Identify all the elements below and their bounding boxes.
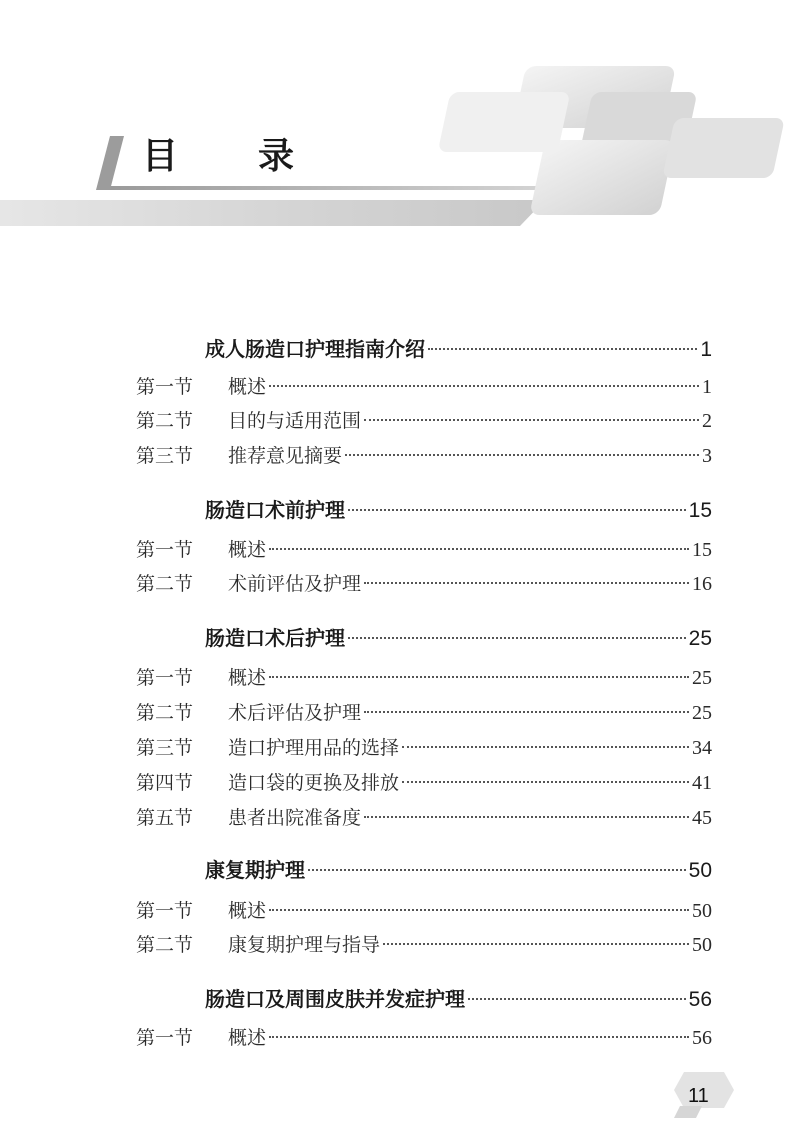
toc-leader (269, 1036, 689, 1038)
toc-leader (402, 746, 689, 748)
toc-chapter-title: 康复期护理 (205, 858, 305, 882)
toc-section-number: 第二节 (136, 410, 194, 432)
toc-leader (269, 548, 689, 550)
toc-page-number: 15 (688, 499, 712, 522)
toc-section[interactable] (0, 768, 712, 795)
toc-page-number: 50 (692, 934, 712, 956)
toc-section[interactable] (0, 372, 712, 399)
toc-page-number: 25 (692, 667, 712, 689)
toc-page-number: 25 (688, 627, 712, 650)
toc-section-title: 概述 (228, 667, 267, 689)
toc-leader (308, 869, 686, 871)
page-number: 11 (688, 1085, 709, 1107)
toc-page-number: 15 (692, 539, 712, 561)
toc-section-number: 第四节 (136, 772, 194, 794)
toc-section[interactable] (0, 803, 712, 830)
toc-section-title: 康复期护理与指导 (228, 934, 381, 956)
toc-page-number: 34 (692, 737, 712, 759)
toc-section-title: 造口护理用品的选择 (228, 737, 400, 759)
toc-page-number: 1 (702, 376, 712, 398)
toc-leader (364, 419, 699, 421)
toc-section-title: 目的与适用范围 (228, 410, 362, 432)
toc-leader (348, 637, 686, 639)
toc-section-number: 第五节 (136, 807, 194, 829)
header-decoration (0, 0, 800, 240)
toc-section[interactable] (0, 930, 712, 957)
toc-section[interactable] (0, 441, 712, 468)
header-graphic (0, 0, 800, 240)
page-title: 目 录 (142, 136, 317, 177)
toc-page-number: 45 (692, 807, 712, 829)
toc-page-number: 2 (702, 410, 712, 432)
toc-section-number: 第一节 (136, 667, 194, 689)
toc-section[interactable] (0, 896, 712, 923)
toc-chapter-title: 肠造口及周围皮肤并发症护理 (205, 987, 465, 1011)
toc-leader (345, 454, 699, 456)
toc-leader (364, 711, 689, 713)
toc-section-number: 第一节 (136, 539, 194, 561)
toc-section-title: 概述 (228, 900, 267, 922)
toc-section-number: 第一节 (136, 900, 194, 922)
toc-page-number: 3 (702, 445, 712, 467)
toc-leader (269, 385, 699, 387)
toc-leader (269, 676, 689, 678)
toc-leader (364, 816, 689, 818)
toc-page-number: 50 (688, 859, 712, 882)
toc-section[interactable] (0, 535, 712, 562)
toc-section-title: 术前评估及护理 (228, 573, 362, 595)
toc-section-number: 第一节 (136, 376, 194, 398)
toc-leader (468, 998, 686, 1000)
toc-section[interactable] (0, 663, 712, 690)
toc-chapter-title: 肠造口术前护理 (205, 498, 345, 522)
toc-leader (402, 781, 689, 783)
toc-section[interactable] (0, 698, 712, 725)
toc-section[interactable] (0, 1023, 712, 1050)
toc-section-title: 概述 (228, 1027, 267, 1049)
toc-page-number: 16 (692, 573, 712, 595)
toc-section-title: 推荐意见摘要 (228, 445, 343, 467)
toc-chapter[interactable] (0, 333, 712, 362)
toc-chapter[interactable] (0, 854, 712, 883)
toc-section-number: 第一节 (136, 1027, 194, 1049)
toc-section[interactable] (0, 406, 712, 433)
toc-section-number: 第二节 (136, 573, 194, 595)
toc-section-title: 概述 (228, 539, 267, 561)
toc-leader (269, 909, 689, 911)
toc-page-number: 25 (692, 702, 712, 724)
toc-chapter[interactable] (0, 622, 712, 651)
toc-chapter-title: 肠造口术后护理 (205, 626, 345, 650)
toc-page-number: 50 (692, 900, 712, 922)
toc-section-title: 患者出院准备度 (228, 807, 362, 829)
toc-page-number: 56 (688, 988, 712, 1011)
toc-page-number: 56 (692, 1027, 712, 1049)
toc-section-title: 造口袋的更换及排放 (228, 772, 400, 794)
toc-section[interactable] (0, 569, 712, 596)
toc-chapter-title: 成人肠造口护理指南介绍 (205, 337, 425, 361)
toc-leader (348, 509, 686, 511)
toc-section-title: 概述 (228, 376, 267, 398)
toc-leader (428, 348, 697, 350)
toc-chapter[interactable] (0, 494, 712, 523)
toc-page-number: 41 (692, 772, 712, 794)
toc-leader (383, 943, 689, 945)
toc-page-number: 1 (700, 338, 712, 361)
toc-section-number: 第三节 (136, 445, 194, 467)
toc-leader (364, 582, 689, 584)
toc-section-number: 第二节 (136, 934, 194, 956)
toc-section-number: 第三节 (136, 737, 194, 759)
toc-section-number: 第二节 (136, 702, 194, 724)
toc-chapter[interactable] (0, 983, 712, 1012)
toc-section-title: 术后评估及护理 (228, 702, 362, 724)
toc-section[interactable] (0, 733, 712, 760)
